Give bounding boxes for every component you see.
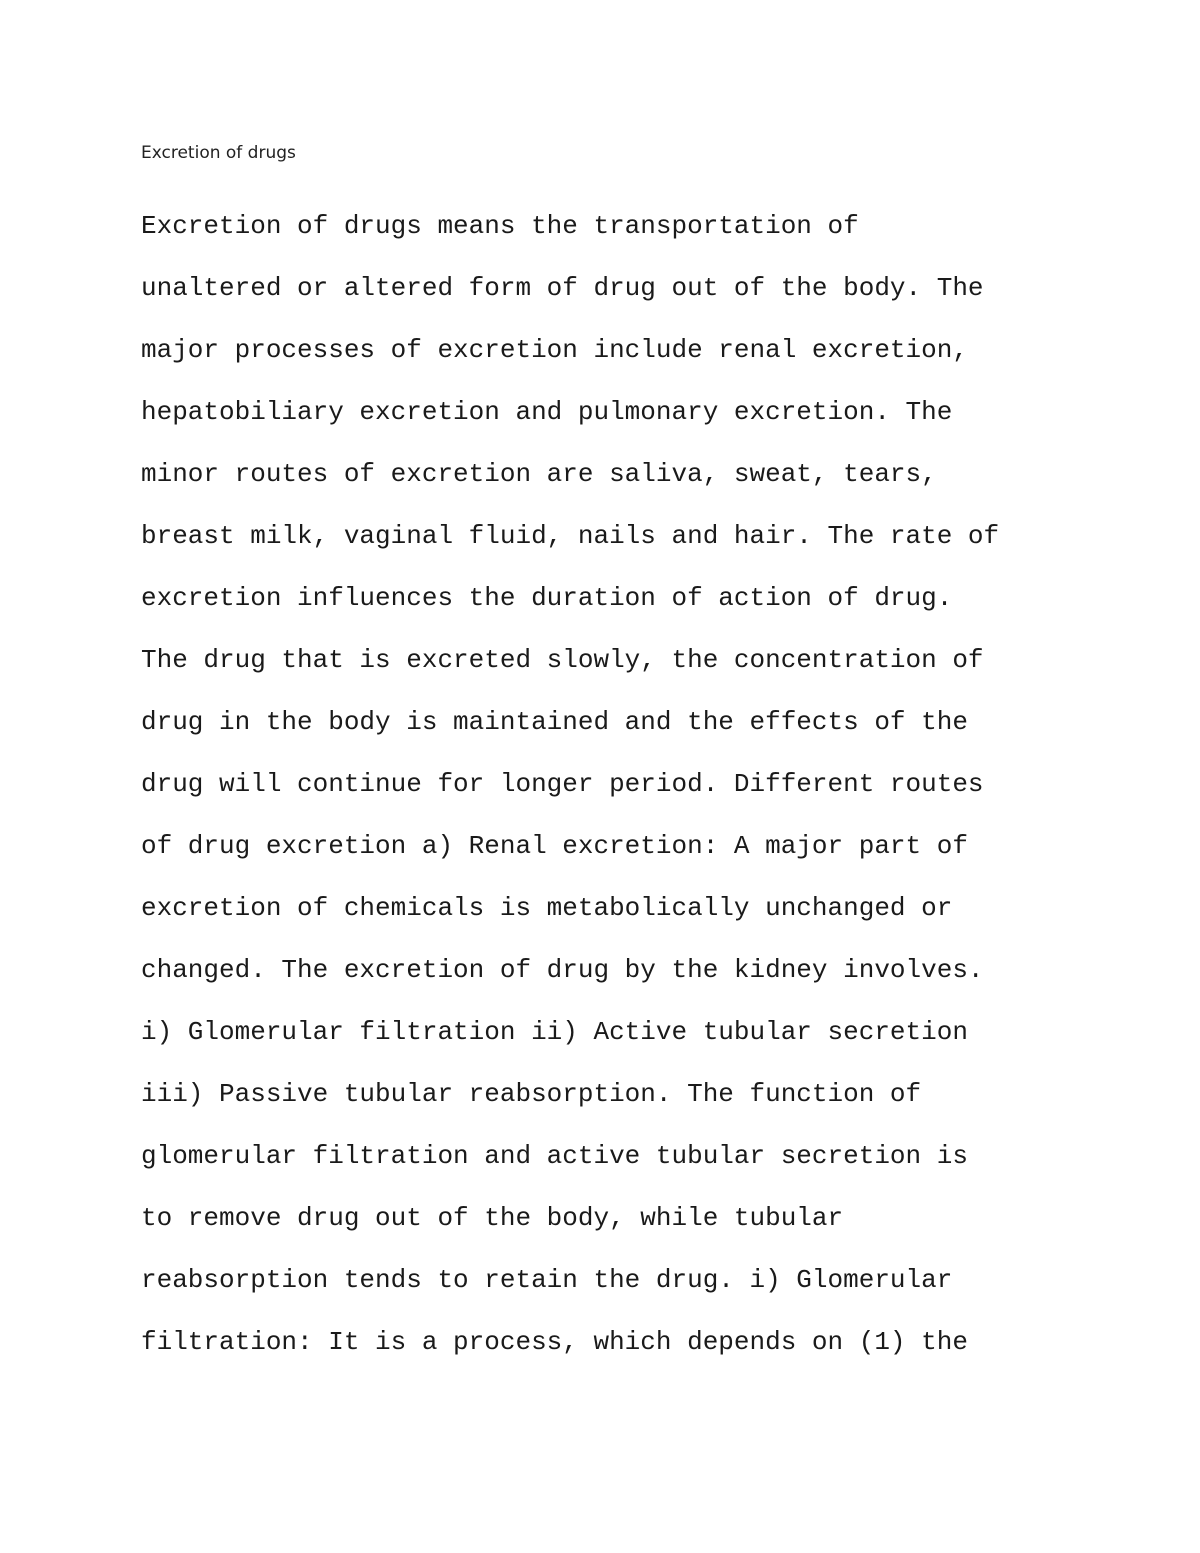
text-line: breast milk, vaginal fluid, nails and hair. The rate of — [141, 521, 1000, 551]
text-line: excretion influences the duration of action of drug. — [141, 583, 953, 613]
text-line: changed. The excretion of drug by the kidney involves. — [141, 955, 984, 985]
document-title: Excretion of drugs — [141, 143, 296, 163]
text-line: drug in the body is maintained and the effects of the — [141, 707, 968, 737]
text-line: of drug excretion a) Renal excretion: A major part of — [141, 831, 968, 861]
text-line: Excretion of drugs means the transportation of — [141, 211, 859, 241]
text-line: hepatobiliary excretion and pulmonary excretion. The — [141, 397, 953, 427]
text-line: filtration: It is a process, which depends on (1) the — [141, 1327, 968, 1357]
text-line: unaltered or altered form of drug out of the body. The — [141, 273, 984, 303]
text-line: iii) Passive tubular reabsorption. The function of — [141, 1079, 922, 1109]
text-line: excretion of chemicals is metabolically unchanged or — [141, 893, 953, 923]
body-paragraph — [141, 204, 999, 1382]
text-line: i) Glomerular filtration ii) Active tubular secretion — [141, 1017, 968, 1047]
text-line: to remove drug out of the body, while tubular — [141, 1203, 844, 1233]
text-line: glomerular filtration and active tubular secretion is — [141, 1141, 968, 1171]
text-line: minor routes of excretion are saliva, sweat, tears, — [141, 459, 937, 489]
text-line: The drug that is excreted slowly, the concentration of — [141, 645, 984, 675]
text-line: major processes of excretion include renal excretion, — [141, 335, 968, 365]
text-line: reabsorption tends to retain the drug. i) Glomerular — [141, 1265, 953, 1295]
text-line: drug will continue for longer period. Different routes — [141, 769, 984, 799]
